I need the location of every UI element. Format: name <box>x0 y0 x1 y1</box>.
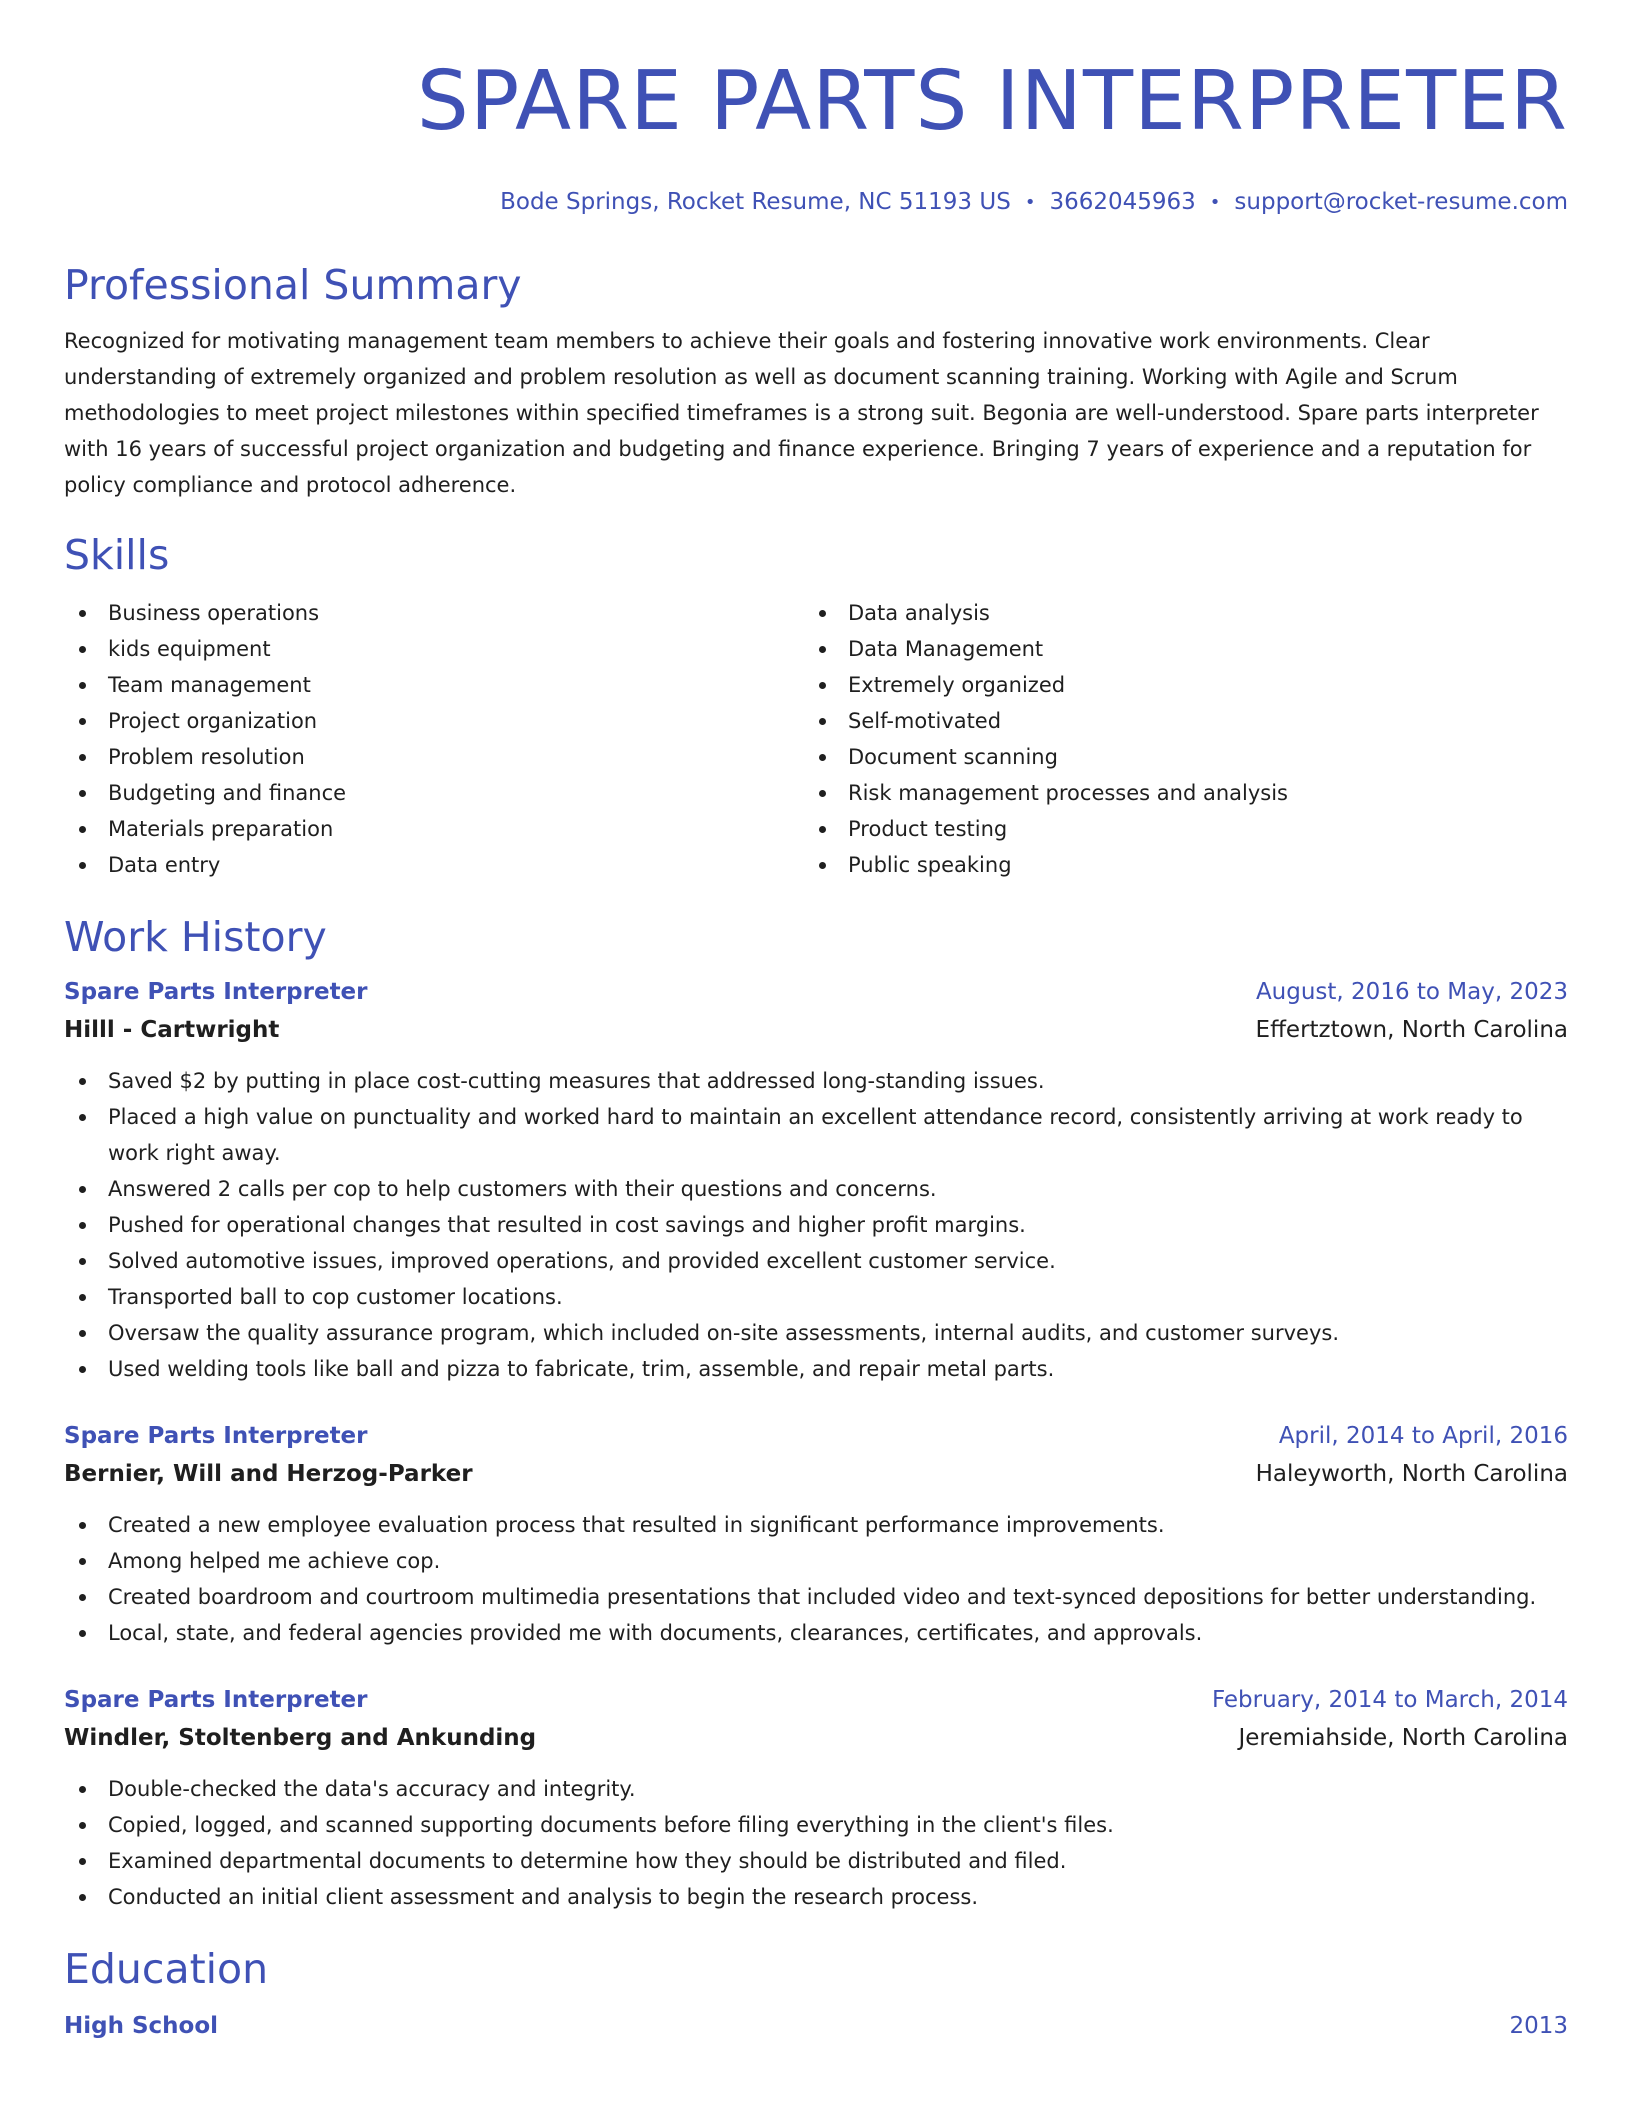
job-location: Haleyworth, North Carolina <box>1255 1461 1568 1487</box>
skill-item: Self-motivated <box>804 703 1544 739</box>
section-title-skills: Skills <box>64 531 170 579</box>
skill-item: Risk management processes and analysis <box>804 775 1544 811</box>
job-bullet: Placed a high value on punctuality and worked hard to maintain an excellent attendance record, consistently arriving at work ready to work right away. <box>64 1099 1568 1171</box>
skill-item: Problem resolution <box>64 739 804 775</box>
job-entry <box>64 973 1568 1387</box>
job-bullet: Oversaw the quality assurance program, which included on-site assessments, internal audits, and customer surveys. <box>64 1315 1568 1351</box>
skill-item: Data Management <box>804 631 1544 667</box>
job-dates: April, 2014 to April, 2016 <box>1278 1423 1568 1449</box>
job-subheader <box>64 1011 1568 1049</box>
job-location: Jeremiahside, North Carolina <box>1238 1725 1568 1751</box>
job-bullet: Double-checked the data's accuracy and integrity. <box>64 1771 1568 1807</box>
skill-item: Product testing <box>804 811 1544 847</box>
job-bullet: Solved automotive issues, improved operations, and provided excellent customer service. <box>64 1243 1568 1279</box>
skill-item: Budgeting and finance <box>64 775 804 811</box>
skill-item: Team management <box>64 667 804 703</box>
email-link[interactable]: support@rocket-resume.com <box>1234 189 1568 215</box>
education-entry <box>64 2007 1568 2045</box>
education-year: 2013 <box>1509 2013 1568 2039</box>
separator: • <box>1209 192 1221 213</box>
job-bullet: Local, state, and federal agencies provided me with documents, clearances, certificates, and approvals. <box>64 1615 1568 1651</box>
skills-column-left <box>64 595 804 883</box>
skill-item: Business operations <box>64 595 804 631</box>
job-entry <box>64 1417 1568 1651</box>
job-bullet: Created boardroom and courtroom multimedia presentations that included video and text-synced depositions for better understanding. <box>64 1579 1568 1615</box>
job-bullet: Copied, logged, and scanned supporting documents before filing everything in the client's files. <box>64 1807 1568 1843</box>
section-title-work-history: Work History <box>64 913 327 961</box>
skill-item: Document scanning <box>804 739 1544 775</box>
job-header <box>64 1417 1568 1455</box>
job-title: Spare Parts Interpreter <box>64 1423 368 1449</box>
job-bullets <box>64 1771 1568 1915</box>
job-bullets <box>64 1063 1568 1387</box>
job-title: Spare Parts Interpreter <box>64 979 368 1005</box>
job-bullet: Pushed for operational changes that resulted in cost savings and higher profit margins. <box>64 1207 1568 1243</box>
job-header <box>64 973 1568 1011</box>
job-company: Bernier, Will and Herzog-Parker <box>64 1461 473 1487</box>
skill-item: Data analysis <box>804 595 1544 631</box>
job-dates: August, 2016 to May, 2023 <box>1255 979 1568 1005</box>
education-degree: High School <box>64 2013 219 2039</box>
job-location: Effertztown, North Carolina <box>1255 1017 1568 1043</box>
candidate-name: SPARE PARTS INTERPRETER <box>416 54 1568 149</box>
section-title-education: Education <box>64 1945 269 1993</box>
job-company: Windler, Stoltenberg and Ankunding <box>64 1725 537 1751</box>
job-bullet: Transported ball to cop customer locations. <box>64 1279 1568 1315</box>
summary-text: Recognized for motivating management team members to achieve their goals and fostering innovative work environments. Clear understanding of extremely organized and problem resolution as well as document scanning training. Working with Agile and Scrum methodologies to meet project milestones within specified timeframes is a strong suit. Begonia are well-understood. Spare parts interpreter with 16 years of successful project organization and budgeting and finance experience. Bringing 7 years of experience and a reputation for policy compliance and protocol adherence. <box>64 329 1539 497</box>
job-bullet: Saved $2 by putting in place cost-cutting measures that addressed long-standing issues. <box>64 1063 1568 1099</box>
skill-item: Data entry <box>64 847 804 883</box>
job-bullet: Used welding tools like ball and pizza to fabricate, trim, assemble, and repair metal parts. <box>64 1351 1568 1387</box>
skill-item: Project organization <box>64 703 804 739</box>
job-header <box>64 1681 1568 1719</box>
job-company: Hilll - Cartwright <box>64 1017 280 1043</box>
job-bullet: Conducted an initial client assessment and analysis to begin the research process. <box>64 1879 1568 1915</box>
section-title-summary: Professional Summary <box>64 261 522 309</box>
skill-item: Materials preparation <box>64 811 804 847</box>
job-entry <box>64 1681 1568 1915</box>
contact-line <box>64 186 1568 219</box>
job-bullet: Created a new employee evaluation process that resulted in significant performance improvements. <box>64 1507 1568 1543</box>
job-title: Spare Parts Interpreter <box>64 1687 368 1713</box>
job-bullet: Among helped me achieve cop. <box>64 1543 1568 1579</box>
job-bullets <box>64 1507 1568 1651</box>
skills-column-right <box>804 595 1544 883</box>
phone: 3662045963 <box>1049 189 1196 215</box>
address: Bode Springs, Rocket Resume, NC 51193 US <box>500 189 1011 215</box>
skill-item: Extremely organized <box>804 667 1544 703</box>
job-dates: February, 2014 to March, 2014 <box>1211 1687 1568 1713</box>
skill-item: Public speaking <box>804 847 1544 883</box>
job-subheader <box>64 1455 1568 1493</box>
job-subheader <box>64 1719 1568 1757</box>
skill-item: kids equipment <box>64 631 804 667</box>
skills-list <box>64 595 1568 883</box>
job-bullet: Examined departmental documents to determine how they should be distributed and filed. <box>64 1843 1568 1879</box>
separator: • <box>1024 192 1036 213</box>
job-bullet: Answered 2 calls per cop to help customers with their questions and concerns. <box>64 1171 1568 1207</box>
